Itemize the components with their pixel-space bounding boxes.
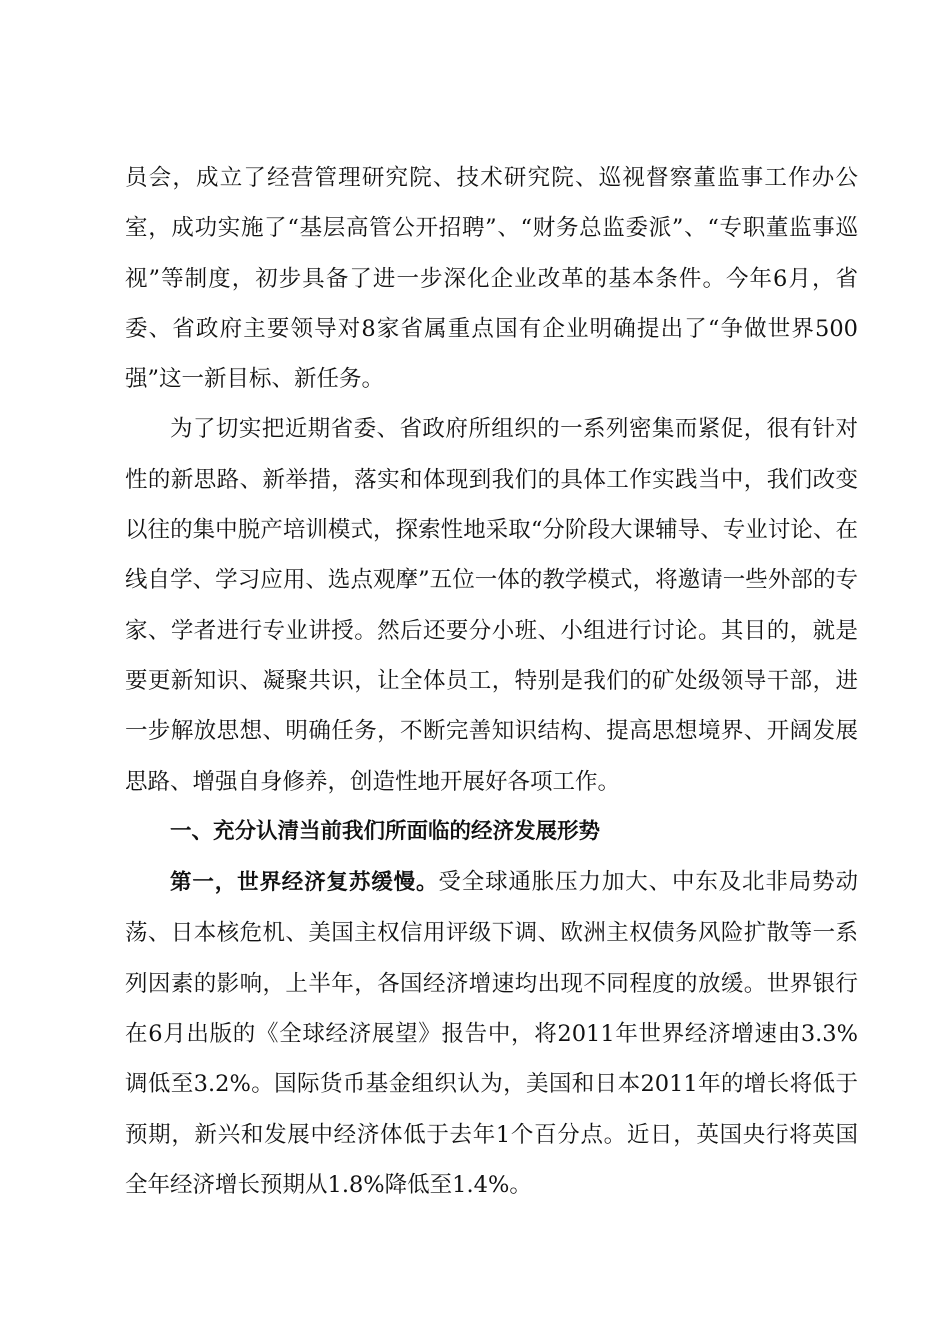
paragraph-training-model: 为了切实把近期省委、省政府所组织的一系列密集而紧促，很有针对性的新思路、新举措，落实和体现到我们的具体工作实践当中，我们改变以往的集中脱产培训模式，探索性地采取“分阶段大课辅导、专业讨论、在线自学、学习应用、选点观摩”五位一体的教学模式，将邀请一些外部的专家、学者进行专业讲授。然后还要分小班、小组进行讨论。其目的，就是要更新知识、凝聚共识，让全体员工，特别是我们的矿处级领导干部，进一步解放思想、明确任务，不断完善知识结构、提高思想境界、开阔发展思路、增强自身修养，创造性地开展好各项工作。: [125, 416, 858, 795]
paragraph-body-text: 受全球通胀压力加大、中东及北非局势动荡、日本核危机、美国主权信用评级下调、欧洲主权债务风险扩散等一系列因素的影响，上半年，各国经济增速均出现不同程度的放缓。世界银行在6月出版的《全球经济展望》报告中，将2011年世界经济增速由3.3%调低至3.2%。国际货币基金组织认为，美国和日本2011年的增长将低于预期，新兴和发展中经济体低于去年1个百分点。近日，英国央行将英国全年经济增长预期从1.8%降低至1.4%。: [125, 869, 858, 1198]
document-body: [125, 153, 858, 1210]
paragraph-continued: 员会，成立了经营管理研究院、技术研究院、巡视督察董监事工作办公室，成功实施了“基层高管公开招聘”、“财务总监委派”、“专职董监事巡视”等制度，初步具备了进一步深化企业改革的基本条件。今年6月，省委、省政府主要领导对8家省属重点国有企业明确提出了“争做世界500强”这一新目标、新任务。: [125, 165, 858, 393]
paragraph-world-economy: [125, 857, 858, 1210]
section-heading: 一、充分认清当前我们所面临的经济发展形势: [170, 818, 601, 844]
paragraph-lead-phrase: 第一，世界经济复苏缓慢。: [170, 870, 439, 896]
